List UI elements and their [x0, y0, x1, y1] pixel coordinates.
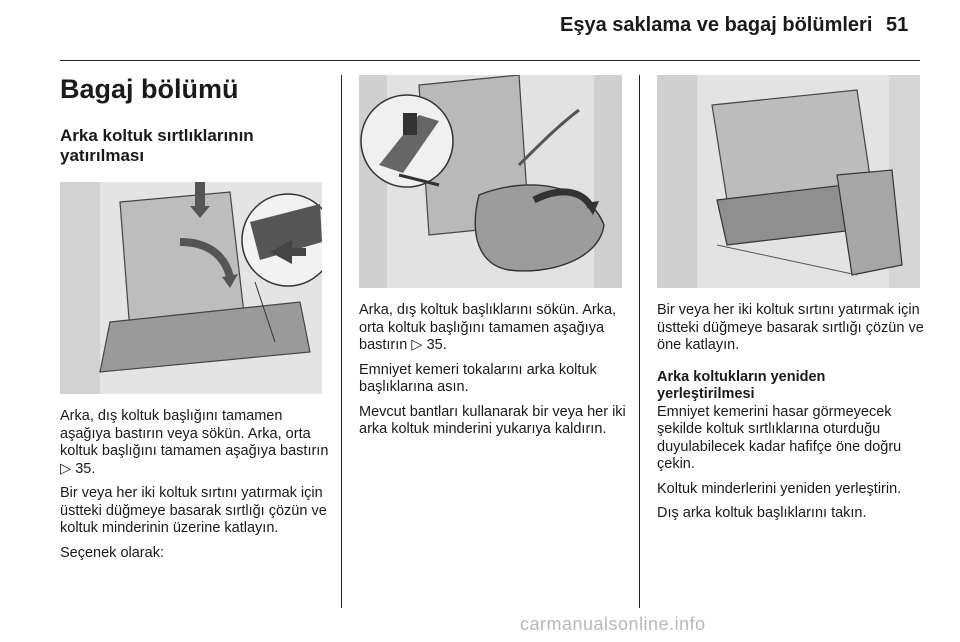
seat-fold-illustration-1 — [60, 182, 322, 394]
sub-heading-line-1: Arka koltukların yeniden — [657, 368, 826, 385]
instruction-paragraph: Emniyet kemerini hasar görmeyecek şekilde koltuk sırtlıklarına oturduğu duyulabilecek kadar hafifçe öne doğru çekin. — [657, 403, 902, 472]
column-1 — [60, 74, 332, 166]
section-title: Bagaj bölümü — [60, 74, 239, 104]
seat-fold-illustration-2 — [359, 75, 622, 288]
sub-heading-line-2: yerleştirilmesi — [657, 386, 755, 402]
seat-fold-illustration-3 — [657, 75, 920, 288]
page-reference: 35. — [75, 460, 96, 477]
column-1-body — [60, 408, 332, 569]
page-number: 51 — [886, 14, 909, 36]
reference-arrow-icon: ▷ — [60, 460, 72, 477]
instruction-paragraph: Bir veya her iki koltuk sırtını yatırmak için üstteki düğmeye basarak sırtlığı çözün ve koltuk minderinin üzerine katlayın. — [60, 485, 327, 536]
column-2-body — [359, 302, 627, 446]
reference-arrow-icon: ▷ — [411, 337, 423, 353]
column-3-body — [657, 302, 929, 530]
watermark: carmanualsonline.info — [520, 614, 706, 634]
instruction-paragraph: Koltuk minderlerini yeniden yerleştirin. — [657, 480, 902, 497]
column-divider-1 — [341, 75, 342, 608]
instruction-paragraph: Bir veya her iki koltuk sırtını yatırmak için üstteki düğmeye basarak sırtlığı çözün ve öne katlayın. — [657, 302, 924, 353]
instruction-paragraph: Dış arka koltuk başlıklarını takın. — [657, 505, 867, 521]
sub-heading-line-1: Arka koltuk sırtlıklarının — [60, 126, 254, 145]
instruction-paragraph — [60, 408, 332, 478]
header-divider — [60, 60, 920, 61]
instruction-paragraph: Emniyet kemeri tokalarını arka koltuk başlıklarına asın. — [359, 361, 597, 395]
sub-heading-line-2: yatırılması — [60, 146, 145, 165]
instruction-paragraph — [359, 302, 627, 355]
paragraph-text: Arka, dış koltuk başlıklarını sökün. Arka, orta koltuk başlığını tamamen aşağıya bastırın — [359, 302, 617, 353]
running-header-title: Eşya saklama ve bagaj bölümleri — [560, 14, 873, 36]
instruction-paragraph: Mevcut bantları kullanarak bir veya her iki arka koltuk minderini yukarıya kaldırın. — [359, 403, 626, 437]
column-divider-2 — [639, 75, 640, 608]
paragraph-text: Arka, dış koltuk başlığını tamamen aşağıya bastırın veya sökün. Arka, orta koltuk başlığını tamamen aşağıya bastırın — [60, 408, 329, 459]
instruction-paragraph: Seçenek olarak: — [60, 544, 164, 561]
page-reference: 35. — [426, 337, 447, 353]
